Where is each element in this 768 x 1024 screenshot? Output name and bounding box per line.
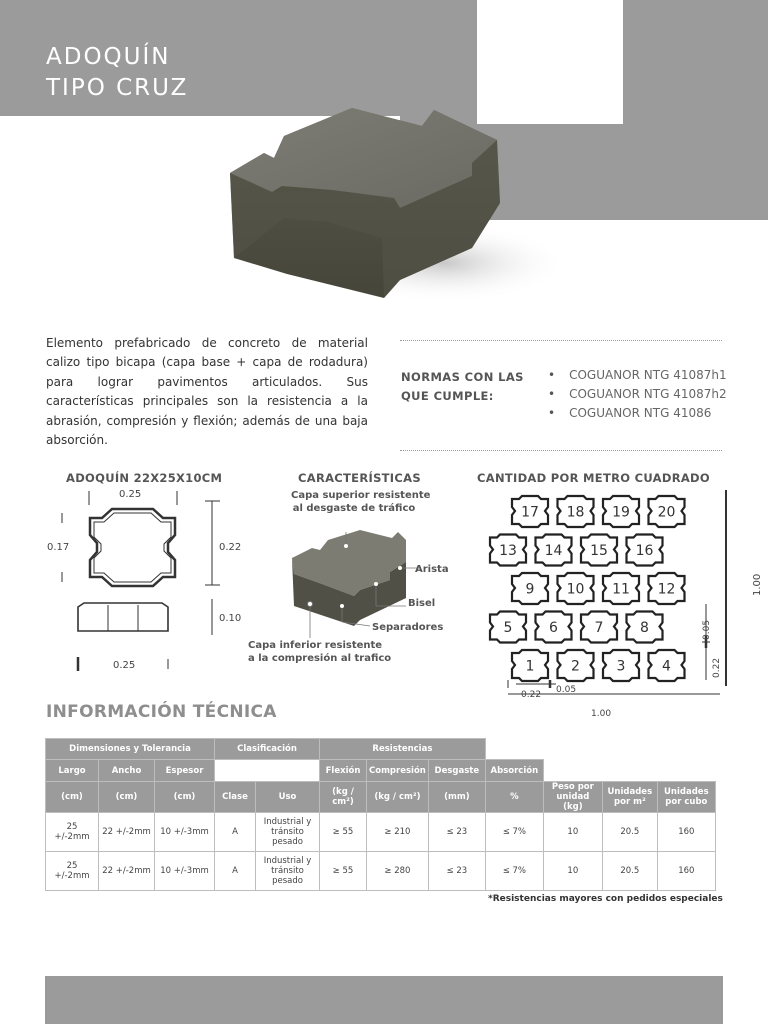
- grid-paver-number: 12: [657, 581, 676, 598]
- grid-paver-number: 2: [571, 658, 580, 675]
- label-bottom-layer: Capa inferior resistente a la compresión al trafico: [248, 640, 392, 664]
- label-separadores: Separadores: [372, 622, 444, 633]
- table-cell: 20.5: [602, 813, 657, 852]
- dim-grid-gap-vertical: 0.05: [702, 619, 712, 640]
- dim-grid-width: 1.00: [591, 709, 612, 719]
- grid-paver-number: 8: [640, 620, 649, 636]
- label-arista: Arista: [415, 564, 449, 575]
- intro-paragraph: Elemento prefabricado de concreto de material calizo tipo bicapa (capa base + capa de rodadura) para lograr pavimentos articulados. Sus características principales son la resistencia a la abrasión, compresión y flexión; además de una baja absorción.: [46, 336, 368, 448]
- table-cell: 22 +/-2mm: [99, 813, 155, 852]
- grid-paver-number: 20: [657, 504, 676, 521]
- sub-header: Absorción: [485, 760, 543, 782]
- dim-top-width: 0.25: [119, 489, 142, 500]
- table-cell: 25 +/-2mm: [46, 852, 99, 891]
- table-row: [46, 813, 716, 852]
- table-cell: ≥ 55: [320, 813, 367, 852]
- normas-item: • COGUANOR NTG 41087h2: [548, 385, 727, 404]
- grid-paver-number: 16: [635, 543, 654, 559]
- table-cell: 160: [657, 852, 715, 891]
- unit-header: (kg / cm²): [320, 782, 367, 813]
- grid-paver-number: 19: [612, 504, 630, 521]
- grid-paver-number: 9: [525, 581, 535, 598]
- tech-table: [45, 738, 716, 891]
- title-line-2: TIPO CRUZ: [46, 75, 189, 101]
- sub-header: Flexión: [320, 760, 367, 782]
- dimensions-title: ADOQUÍN 22X25X10CM: [66, 471, 223, 485]
- unit-header: Unidades por cubo: [657, 782, 715, 813]
- paver-photo: [222, 98, 562, 313]
- normas-label: NORMAS CON LAS QUE CUMPLE:: [401, 370, 524, 403]
- unit-header: (cm): [99, 782, 155, 813]
- unit-header: (mm): [428, 782, 485, 813]
- group-header: Resistencias: [320, 739, 486, 760]
- grid-paver-number: 10: [566, 581, 585, 598]
- grid-paver-number: 18: [566, 504, 585, 521]
- label-bisel: Bisel: [408, 598, 436, 609]
- dim-bottom-width: 0.25: [113, 660, 136, 671]
- grid-title: CANTIDAD POR METRO CUADRADO: [477, 471, 710, 485]
- grid-paver-number: 5: [503, 620, 513, 636]
- grid-paver-number: 7: [594, 620, 604, 636]
- unit-header: %: [485, 782, 543, 813]
- table-cell: 22 +/-2mm: [99, 852, 155, 891]
- table-cell: ≤ 7%: [485, 813, 543, 852]
- unit-header: (cm): [155, 782, 215, 813]
- unit-header: Unidades por m²: [602, 782, 657, 813]
- normas-list: [548, 366, 727, 423]
- table-cell: ≤ 23: [428, 852, 485, 891]
- page-title: [46, 42, 188, 104]
- sub-header: Largo: [46, 760, 99, 782]
- grid-paver-number: 4: [662, 658, 671, 675]
- table-cell: 25 +/-2mm: [46, 813, 99, 852]
- table-cell: ≥ 55: [320, 852, 367, 891]
- grid-paver-number: 11: [612, 581, 630, 598]
- table-cell: 10: [543, 813, 602, 852]
- unit-header: Peso por unidad (kg): [543, 782, 602, 813]
- unit-header: Uso: [256, 782, 320, 813]
- unit-header: (kg / cm²): [367, 782, 429, 813]
- dim-grid-height: 1.00: [752, 573, 763, 596]
- table-cell: Industrial y tránsito pesado: [256, 852, 320, 891]
- dim-left-height: 0.17: [47, 542, 70, 553]
- table-cell: 10: [543, 852, 602, 891]
- table-cell: A: [215, 813, 256, 852]
- characteristics-title: CARACTERÍSTICAS: [298, 471, 421, 485]
- normas-item: • COGUANOR NTG 41086: [548, 404, 727, 423]
- sub-header: Compresión: [367, 760, 429, 782]
- table-row: [46, 852, 716, 891]
- grid-paver-number: 3: [616, 658, 626, 675]
- footer-band: [45, 976, 723, 1024]
- table-cell: 10 +/-3mm: [155, 852, 215, 891]
- unit-header: (cm): [46, 782, 99, 813]
- grid-paver-number: 1: [525, 658, 535, 675]
- unit-header: Clase: [215, 782, 256, 813]
- table-cell: ≥ 210: [367, 813, 429, 852]
- title-line-1: ADOQUÍN: [46, 44, 171, 70]
- table-cell: ≤ 7%: [485, 852, 543, 891]
- dim-side-height: 0.10: [219, 613, 242, 624]
- dimensions-drawing: [40, 485, 250, 680]
- label-top-layer: Capa superior resistente al desgaste de tráfico: [291, 490, 431, 514]
- per-square-meter-drawing: [470, 484, 768, 720]
- table-footnote: *Resistencias mayores con pedidos especiales: [488, 894, 723, 904]
- grid-paver-number: 6: [549, 620, 558, 636]
- grid-paver-number: 17: [521, 504, 539, 521]
- divider-bottom: [400, 450, 722, 451]
- table-cell: 10 +/-3mm: [155, 813, 215, 852]
- dim-grid-piece-vertical: 0.22: [712, 657, 722, 678]
- group-header: Clasificación: [215, 739, 320, 760]
- dim-right-height: 0.22: [219, 542, 242, 553]
- sub-header: Ancho: [99, 760, 155, 782]
- table-cell: ≤ 23: [428, 813, 485, 852]
- divider-top: [400, 340, 722, 341]
- table-cell: A: [215, 852, 256, 891]
- sub-header: Espesor: [155, 760, 215, 782]
- grid-paver-number: 13: [499, 543, 517, 559]
- group-header: Dimensiones y Tolerancia: [46, 739, 215, 760]
- tech-info-title: INFORMACIÓN TÉCNICA: [46, 702, 277, 722]
- normas-item: • COGUANOR NTG 41087h1: [548, 366, 727, 385]
- sub-header: Desgaste: [428, 760, 485, 782]
- dim-grid-gap-horizontal: 0.05: [556, 685, 577, 695]
- grid-paver-number: 15: [590, 543, 608, 559]
- table-cell: Industrial y tránsito pesado: [256, 813, 320, 852]
- table-cell: ≥ 280: [367, 852, 429, 891]
- dim-grid-piece-horizontal: 0.22: [521, 690, 542, 700]
- grid-paver-number: 14: [544, 543, 563, 559]
- table-cell: 160: [657, 813, 715, 852]
- table-cell: 20.5: [602, 852, 657, 891]
